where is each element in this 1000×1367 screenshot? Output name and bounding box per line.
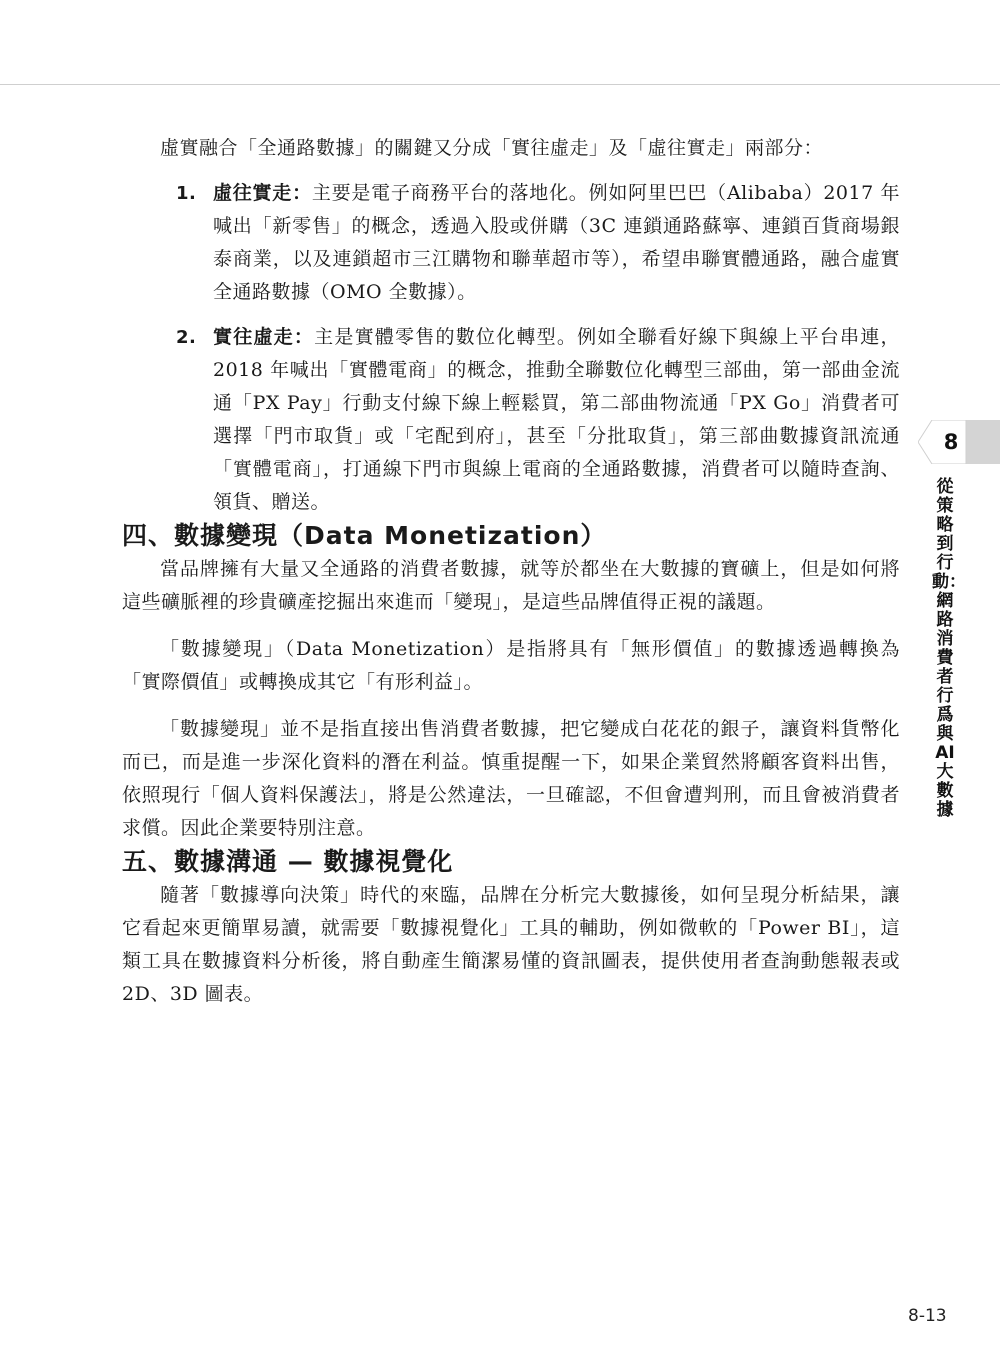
chapter-number: 8 (943, 430, 959, 454)
list-item-number: 1. (176, 183, 197, 204)
body-paragraph: 「數據變現」並不是指直接出售消費者數據，把它變成白花花的銀子，讓資料貨幣化而已，而是進一步深化資料的潛在利益。慎重提醒一下，如果企業貿然將顧客資料出售，依照現行「個人資料保護法」，將是公然違法，一旦確認，不但會遭判刑，而且會被消費者求償。因此企業要特別注意。 (122, 718, 900, 839)
list-item-term: 虛往實走： (213, 182, 312, 204)
numbered-list (122, 177, 900, 519)
section-heading: 五、數據溝通 — 數據視覺化 (122, 847, 454, 876)
list-item-text: 主要是電子商務平台的落地化。例如阿里巴巴（Alibaba）2017 年喊出「新零售」的概念，透過入股或併購（3C 連鎖通路蘇寧、連鎖百貨商場銀泰商業，以及連鎖超市三江購物和聯華超市等），希望串聯實體通路，融合虛實全通路數據（OMO 全數據）。 (213, 182, 900, 303)
intro-paragraph: 虛實融合「全通路數據」的關鍵又分成「實往虛走」及「虛往實走」兩部分： (160, 137, 824, 159)
body-paragraph: 當品牌擁有大量又全通路的消費者數據，就等於都坐在大數據的寶礦上，但是如何將這些礦脈裡的珍貴礦產挖掘出來進而「變現」，是這些品牌值得正視的議題。 (122, 558, 900, 613)
chapter-tab (918, 420, 1000, 464)
section-heading: 四、數據變現（Data Monetization） (122, 521, 607, 550)
list-item-number: 2. (176, 327, 197, 348)
body-paragraph: 隨著「數據導向決策」時代的來臨，品牌在分析完大數據後，如何呈現分析結果，讓它看起來更簡單易讀，就需要「數據視覺化」工具的輔助，例如微軟的「Power BI」，這類工具在數據資料分析後，將自動產生簡潔易懂的資訊圖表，提供使用者查詢動態報表或 2D、3D 圖表。 (122, 884, 900, 1005)
list-item (122, 177, 900, 309)
list-item-text: 主是實體零售的數位化轉型。例如全聯看好線下與線上平台串連，2018 年喊出「實體電商」的概念，推動全聯數位化轉型三部曲，第一部曲金流通「PX Pay」行動支付線下線上輕鬆買，第二部曲物流通「PX Go」消費者可選擇「門市取貨」或「宅配到府」，甚至「分批取貨」，第三部曲數據資訊流通「實體電商」，打通線下門市與線上電商的全通路數據，消費者可以隨時查詢、領貨、贈送。 (213, 326, 900, 513)
header-rule (0, 84, 1000, 85)
chapter-title-vertical: 從策略到行動：網路消費者行爲與AI大數據 (932, 477, 966, 820)
page-number: 8-13 (908, 1306, 947, 1326)
list-item-term: 實往虛走： (213, 326, 315, 348)
body-paragraph: 「數據變現」（Data Monetization）是指將具有「無形價值」的數據透過轉換為「實際價值」或轉換成其它「有形利益」。 (122, 638, 900, 693)
list-item (122, 321, 900, 519)
page-content (122, 132, 900, 1011)
